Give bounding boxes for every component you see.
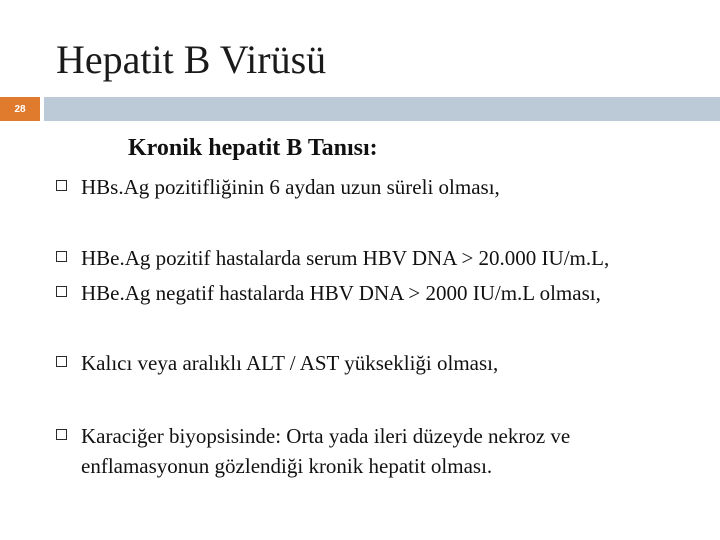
bullet-text: Karaciğer biyopsisinde: Orta yada ileri düzeyde nekroz ve enflamasyonun gözlendiği kronik hepatit olması. — [81, 424, 571, 478]
bullet-item — [56, 421, 681, 481]
bullet-item — [56, 243, 681, 273]
square-bullet-icon — [56, 356, 67, 367]
bullet-text: Kalıcı veya aralıklı ALT / AST yüksekliği olması, — [81, 351, 499, 375]
square-bullet-icon — [56, 251, 67, 262]
section-heading: Kronik hepatit B Tanısı: — [128, 135, 378, 161]
slide-title: Hepatit B Virüsü — [56, 37, 327, 82]
bullet-text: HBe.Ag pozitif hastalarda serum HBV DNA > 20.000 IU/m.L, — [81, 246, 610, 270]
slide-number: 28 — [14, 103, 26, 115]
square-bullet-icon — [56, 429, 67, 440]
title-divider-bar — [44, 97, 720, 121]
bullet-text: HBs.Ag pozitifliğinin 6 aydan uzun süreli olması, — [81, 175, 500, 199]
slide-number-badge — [0, 97, 40, 121]
bullet-item — [56, 278, 681, 308]
square-bullet-icon — [56, 180, 67, 191]
bullet-item — [56, 348, 681, 378]
square-bullet-icon — [56, 286, 67, 297]
bullet-item — [56, 172, 681, 202]
bullet-text: HBe.Ag negatif hastalarda HBV DNA > 2000 IU/m.L olması, — [81, 281, 601, 305]
